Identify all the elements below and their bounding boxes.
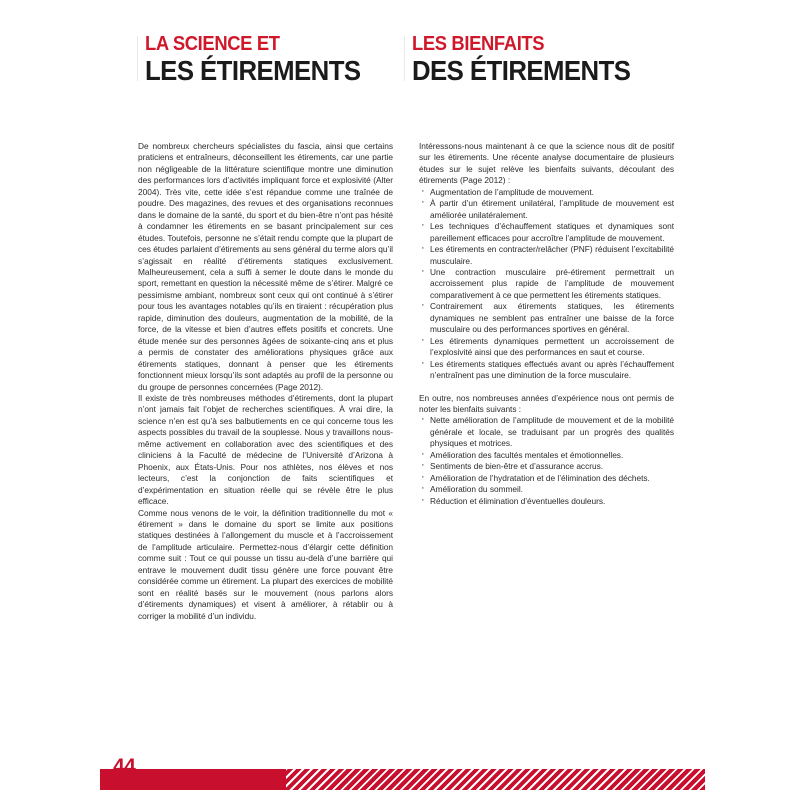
page-footer	[0, 752, 800, 800]
heading-rule-left	[138, 36, 141, 81]
right-column	[419, 141, 674, 622]
list-item: · À partir d’un étirement unilatéral, l’amplitude de mouvement est améliorée unilatéralement.	[419, 198, 674, 221]
page-headings	[138, 34, 678, 86]
list-item: · Augmentation de l’amplitude de mouvement.	[419, 187, 674, 198]
paragraph: Comme nous venons de le voir, la définition traditionnelle du mot « étirement » dans le domaine du sport se limite aux positions statiques destinées à l’allongement du muscle et à l’accroissement de l’amplitude articulaire. Permettez-nous d’élargir cette définition comme suit : Tout ce qui pousse un tissu au-delà d’une barrière qui entrave le mouvement dudit tissu génère une force pouvant être considérée comme un étirement. La plupart des exercices de mobilité sont en réalité basés sur le mouvement (nous parlons alors d’étirements dynamiques) et visent à améliorer, à rétablir ou à corriger la mobilité d’un individu.	[138, 507, 393, 621]
left-column	[138, 141, 393, 622]
list-item: · Les étirements statiques effectués avant ou après l’échauffement n’entraînent pas une diminution de la force musculaire.	[419, 359, 674, 382]
paragraph-experience-intro: En outre, nos nombreuses années d’expérience nous ont permis de noter les bienfaits suivants :	[419, 392, 674, 414]
list-item: · Les techniques d’échauffement statiques et dynamiques sont pareillement efficaces pour accroître l’amplitude de mouvement.	[419, 221, 674, 244]
list-item: · Contrairement aux étirements statiques, les étirements dynamiques ne semblent pas entraîner une baisse de la force musculaire ou des performances sportives en général.	[419, 301, 674, 335]
heading-block-science	[138, 34, 377, 86]
list-item: · Les étirements en contracter/relâcher (PNF) réduisent l’excitabilité musculaire.	[419, 244, 674, 267]
list-item: · Amélioration de l’hydratation et de l’élimination des déchets.	[419, 473, 674, 484]
heading-rule-right	[405, 36, 408, 81]
science-benefits-list	[419, 187, 674, 382]
paragraph-spacer	[419, 382, 674, 393]
heading-bienfaits-line2: DES ÉTIREMENTS	[412, 55, 631, 86]
heading-science-line1: LA SCIENCE ET	[145, 33, 280, 55]
list-item: · Amélioration des facultés mentales et émotionnelles.	[419, 450, 674, 461]
footer-striped-band	[286, 769, 705, 790]
list-item: · Les étirements dynamiques permettent un accroissement de l’explosivité ainsi que des performances en saut et course.	[419, 336, 674, 359]
paragraph-intro: Intéressons-nous maintenant à ce que la science nous dit de positif sur les étirements. Une récente analyse documentaire de plusieurs études sur le sujet relève les bienfaits suivants, découlant des étirements (Page 2012) :	[419, 141, 674, 186]
list-item: · Nette amélioration de l’amplitude de mouvement et de la mobilité générale et locale, se traduisant par un progrès des qualités physiques et motrices.	[419, 415, 674, 449]
heading-science-line2: LES ÉTIREMENTS	[145, 55, 361, 86]
experience-benefits-list	[419, 415, 674, 507]
list-item: · Amélioration du sommeil.	[419, 484, 674, 495]
list-item: · Sentiments de bien-être et d’assurance accrus.	[419, 461, 674, 472]
heading-block-bienfaits	[405, 34, 662, 86]
paragraph: De nombreux chercheurs spécialistes du fascia, ainsi que certains praticiens et entraîneurs, déconseillent les étirements, car une partie non négligeable de la littérature scientifique montre une diminution des performances lors d’activités impliquant force et explosivité (Alter 2004). Très vite, cette idée s’est répandue comme une traînée de poudre. Des magazines, des revues et des organisations reconnues dans le domaine de la santé, du sport et du bien-être n’ont pas hésité à condamner les étirements en se basant principalement sur ces études. Toutefois, personne ne s’était rendu compte que la plupart de ces études parlaient d’étirements au sens général du terme alors qu’il s’agissait en réalité d’étirements statiques exclusivement. Malheureusement, cela a suffi à semer le doute dans le monde du sport, remettant en question la nécessité même de s’étirer. Malgré ce pessimisme ambiant, nombreux sont ceux qui ont continué à s’étirer pour tous les avantages notables qu’ils en tiraient : récupération plus rapide, diminution des douleurs, augmentation de la mobilité, de la force, de la vitesse et bien d’autres effets positifs et concrets. Une étude menée sur des personnes âgées de soixante-cinq ans et plus a permis de constater des améliorations physiques grâce aux étirements statiques, donnant à penser que les étirements fonctionnent mieux lorsqu’ils sont adaptés au profil de la personne ou du groupe de personnes concernées (Page 2012).	[138, 141, 393, 392]
heading-bienfaits-line1: LES BIENFAITS	[412, 33, 545, 55]
paragraph: Il existe de très nombreuses méthodes d’étirements, dont la plupart n’ont jamais fait l’objet de recherches scientifiques. À vrai dire, la science n’en est qu’à ses balbutiements en ce qui concerne tous les aspects possibles du travail de la souplesse. Nous y travaillons nous-même activement en collaboration avec des scientifiques et des cliniciens à la Faculté de médecine de l’Université d’Arizona à Phoenix, aux États-Unis. Pour nos athlètes, nos élèves et nos lecteurs, c’est la conjonction de faits scientifiques et d’expérimentation en situation réelle qui se révèle être le plus efficace.	[138, 392, 393, 507]
list-item: · Réduction et élimination d’éventuelles douleurs.	[419, 496, 674, 507]
page-number: 44	[113, 755, 136, 778]
list-item: · Une contraction musculaire pré-étirement permettrait un accroissement plus rapide de l’amplitude de mouvement comparativement à ce que permettent les étirements statiques.	[419, 267, 674, 301]
body-columns	[138, 141, 674, 622]
